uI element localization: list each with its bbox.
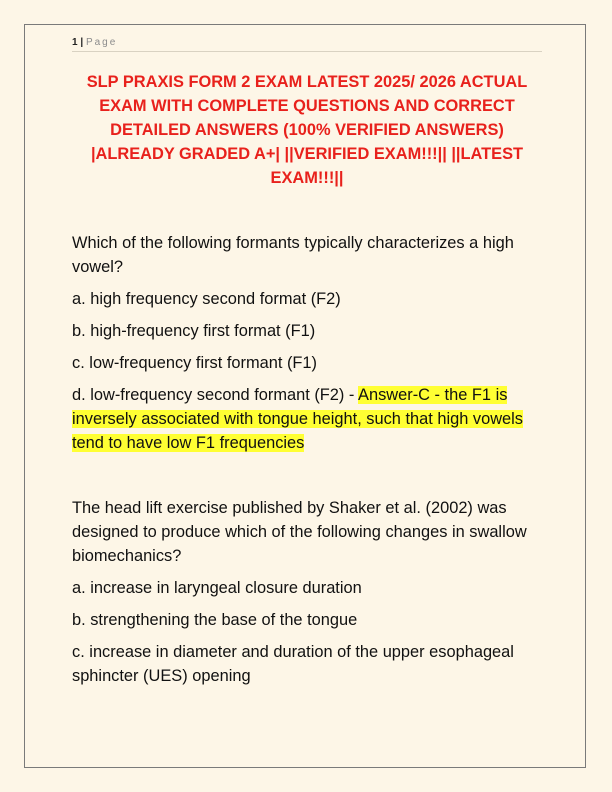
header-separator: | <box>80 37 84 48</box>
question-1-option-d-with-answer <box>72 383 542 455</box>
page-number: 1 <box>72 37 78 48</box>
question-1-option-b: b. high-frequency first format (F1) <box>72 322 316 340</box>
question-1: Which of the following formants typically characterizes a high vowel? <box>72 234 514 276</box>
document-title: SLP PRAXIS FORM 2 EXAM LATEST 2025/ 2026 ACTUAL EXAM WITH COMPLETE QUESTIONS AND CORRECT DETAILED ANSWERS (100% VERIFIED ANSWERS) |ALREADY GRADED A+| ||VERIFIED EXAM!!!|| ||LATEST EXAM!!!|| <box>86 73 528 187</box>
question-2-option-a: a. increase in laryngeal closure duration <box>72 579 362 597</box>
question-2-option-c: c. increase in diameter and duration of the upper esophageal sphincter (UES) opening <box>72 643 514 685</box>
document-body <box>72 231 542 696</box>
question-1-option-c: c. low-frequency first formant (F1) <box>72 354 318 372</box>
page-label: Page <box>85 37 118 48</box>
question-1-option-d: d. low-frequency second formant (F2) - <box>72 386 359 404</box>
question-2: The head lift exercise published by Shaker et al. (2002) was designed to produce which of the following changes in swallow biomechanics? <box>72 499 527 565</box>
question-2-option-b: b. strengthening the base of the tongue <box>72 611 358 629</box>
question-1-answer: Answer-C - the F1 is inversely associated with tongue height, such that high vowels tend to have low F1 frequencies <box>72 386 524 452</box>
question-1-option-a: a. high frequency second format (F2) <box>72 290 341 308</box>
page-header <box>72 36 542 52</box>
